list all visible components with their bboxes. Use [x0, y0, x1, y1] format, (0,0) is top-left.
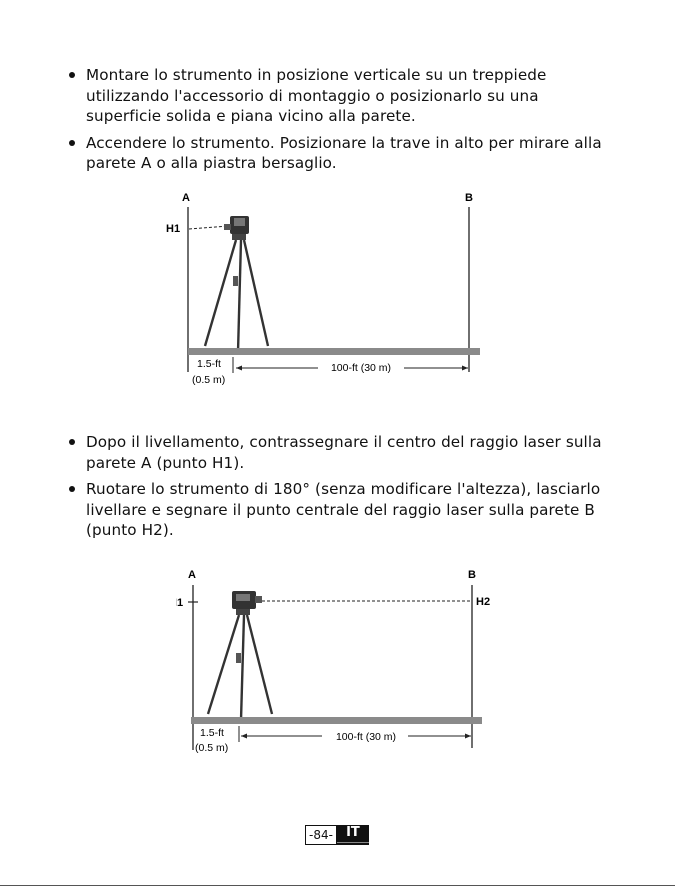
- instruction-text: Ruotare lo strumento di 180° (senza modificare l'altezza), lasciarlo livellare e segnare il punto centrale del raggio laser sulla parete B (punto H2).: [86, 480, 601, 539]
- bullet-icon: [69, 72, 75, 78]
- distance-label: 100-ft (30 m): [335, 731, 397, 743]
- instruction-item: [68, 133, 618, 174]
- bottom-divider: [0, 885, 675, 886]
- instruction-text: Accendere lo strumento. Posizionare la trave in alto per mirare alla parete A o alla piastra bersaglio.: [86, 133, 602, 172]
- instruction-list-2: [68, 432, 618, 547]
- instruction-text: Dopo il livellamento, contrassegnare il centro del raggio laser sulla parete A (punto H1).: [86, 433, 602, 472]
- wall-b-label: B: [468, 569, 476, 581]
- language-tag: [337, 825, 369, 845]
- language-code: IT: [346, 825, 360, 840]
- instruction-item: [68, 479, 618, 541]
- offset-ft-label: 1.5-ft: [197, 358, 221, 370]
- h1-label: H1: [169, 597, 184, 609]
- floor-bar: [188, 348, 480, 355]
- laser-level-on-tripod-icon: [208, 591, 272, 720]
- wall-b-label: B: [465, 192, 473, 204]
- distance-label: 100-ft (30 m): [330, 362, 392, 374]
- bullet-icon: [69, 486, 75, 492]
- h1-label: H1: [166, 223, 181, 235]
- instruction-item: [68, 65, 618, 127]
- offset-ft-label: 1.5-ft: [200, 727, 224, 739]
- bullet-icon: [69, 439, 75, 445]
- diagram-setup-h2: [0, 558, 675, 768]
- wall-a-label: A: [182, 192, 190, 204]
- diagram-setup-h1: [0, 180, 675, 400]
- bullet-icon: [69, 140, 75, 146]
- instruction-list-1: [68, 65, 618, 180]
- instruction-item: [68, 432, 618, 473]
- offset-m-label: (0.5 m): [192, 374, 226, 386]
- page-number-badge: [305, 825, 369, 845]
- floor-bar: [191, 717, 482, 724]
- laser-level-on-tripod-icon: [205, 216, 268, 352]
- instruction-text: Montare lo strumento in posizione verticale su un treppiede utilizzando l'accessorio di montaggio o posizionarlo su una superficie solida e piana vicino alla parete.: [86, 66, 547, 125]
- h2-label: H2: [476, 596, 491, 608]
- page-number: -84-: [305, 825, 337, 845]
- wall-a-label: A: [188, 569, 196, 581]
- offset-m-label: (0.5 m): [195, 742, 229, 754]
- laser-beam-line: [189, 226, 228, 229]
